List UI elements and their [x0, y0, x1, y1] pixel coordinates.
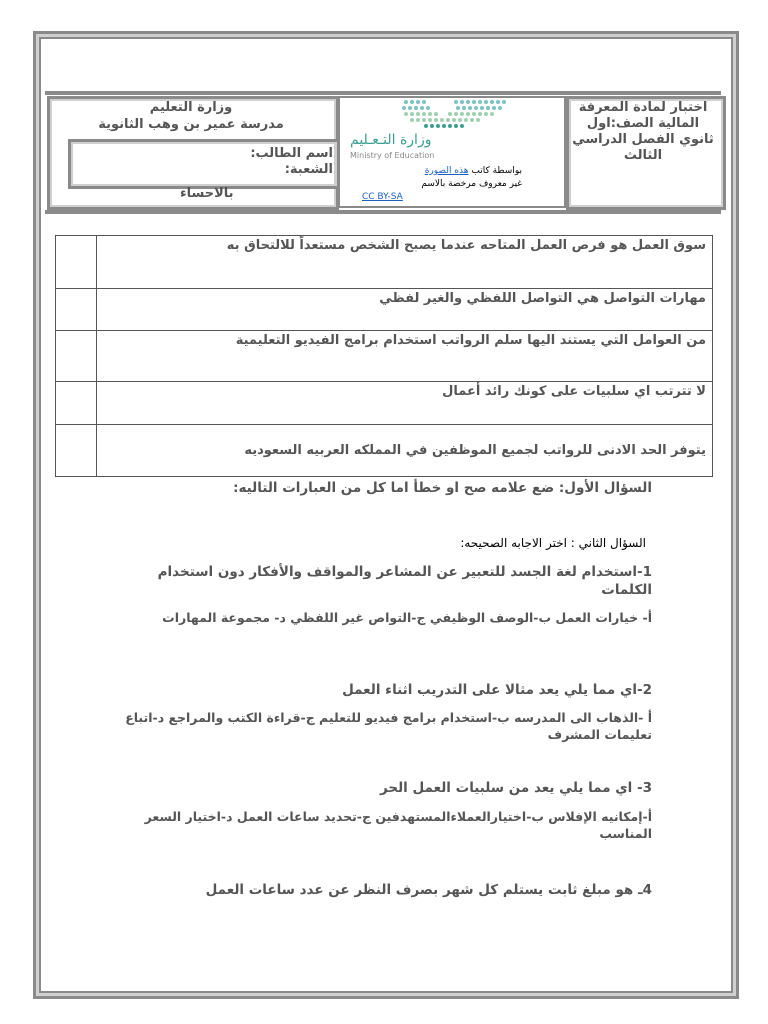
question-text: 4ـ هو مبلغ ثابت يستلم كل شهر بصرف النظر عن عدد ساعات العمل	[205, 882, 652, 898]
statement-cell: يتوفر الحد الادنى للرواتب لجميع الموظفين في المملكه العربيه السعوديه	[97, 425, 713, 477]
credit-line2: غير معروف مرخصة بالاسم	[421, 179, 522, 189]
question2-title: السؤال الثاني : اختر الاجابه الصحيحه:	[460, 536, 646, 550]
statement-cell: من العوامل التي يستند اليها سلم الرواتب استخدام برامج الفيديو التعليمية	[97, 331, 713, 382]
table-row	[56, 331, 713, 382]
credit-prefix: بواسطة كاتب	[468, 166, 522, 176]
question-text: 1-استخدام لغة الجسد للتعبير عن المشاعر والمواقف والأفكار دون استخدام الكلمات	[157, 564, 652, 598]
question-options: أ -الذهاب الى المدرسه ب-استخدام برامج فيديو للتعليم ج-قراءة الكتب والمراجع د-اتباع تعليمات المشرف	[125, 710, 652, 742]
table-row	[56, 382, 713, 425]
credit-image-link[interactable]: هذه الصورة	[424, 166, 469, 176]
statement-cell: لا تترتب اي سلبيات على كونك رائد أعمال	[97, 382, 713, 425]
ministry-name: وزارة التعليم	[149, 100, 233, 115]
question-options: أ- خيارات العمل ب-الوصف الوظيفي ج-التواص غير اللفظي د- مجموعة المهارات	[162, 610, 652, 625]
license-link[interactable]: CC BY-SA	[362, 192, 403, 202]
answer-cell[interactable]	[56, 236, 97, 289]
answer-cell[interactable]	[56, 382, 97, 425]
answer-cell[interactable]	[56, 289, 97, 331]
image-credit	[362, 165, 522, 204]
answer-cell[interactable]	[56, 425, 97, 477]
question-text: 3- اي مما يلي يعد من سلبيات العمل الحر	[379, 780, 652, 796]
answer-cell[interactable]	[56, 331, 97, 382]
table-row	[56, 289, 713, 331]
question-options: أ-إمكانيه الإفلاس ب-اختيارالعملاءالمستهدفين ج-تحديد ساعات العمل د-اختيار السعر المناسب	[144, 809, 652, 841]
table-row	[56, 425, 713, 477]
true-false-table	[55, 235, 713, 477]
statement-cell: مهارات التواصل هي التواصل اللفظي والغير لفظي	[97, 289, 713, 331]
logo-arabic-text: وزارة التـعـليم	[350, 132, 432, 148]
student-name-label: اسم الطالب:	[250, 146, 333, 161]
exam-title: اختبار لمادة المعرفة المالية الصف:اول ثانوي الفصل الدراسي الثالث	[572, 100, 714, 163]
question-text: 2-اي مما يلي يعد مثالا على التدريب اثناء العمل	[342, 682, 652, 698]
division-label: الشعبة:	[284, 162, 333, 177]
statement-cell: سوق العمل هو فرص العمل المتاحه عندما يصبح الشخص مستعداً للالتحاق به	[97, 236, 713, 289]
student-info-box	[68, 139, 340, 189]
school-name: مدرسة عمير بن وهب الثانوية	[98, 117, 284, 132]
logo-english-text: Ministry of Education	[350, 151, 435, 160]
question1-title: السؤال الأول: ضع علامه صح او خطأ اما كل من العبارات التاليه:	[233, 480, 652, 496]
city-name: بالاحساء	[180, 186, 234, 201]
table-row	[56, 236, 713, 289]
